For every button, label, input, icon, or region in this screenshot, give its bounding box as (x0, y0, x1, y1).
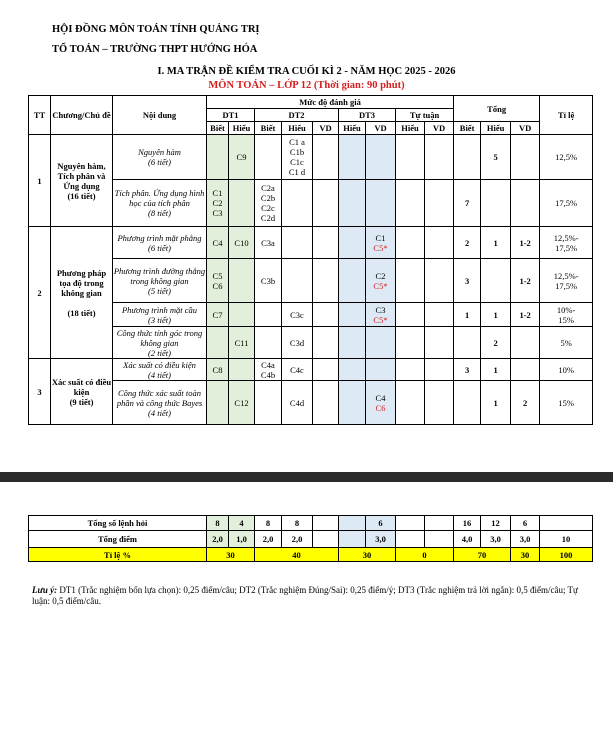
ratio-cell: 5% (540, 327, 593, 359)
summary-cell: 16 (454, 516, 481, 531)
summary-cell: 8 (207, 516, 229, 531)
sub-header: Biết (255, 122, 282, 135)
ratio-cell: 15% (540, 381, 593, 425)
cell-value: 7 (454, 180, 481, 227)
chapter-number: 1 (29, 135, 51, 227)
cell-value: 2 (511, 381, 540, 425)
chapter-number: 2 (29, 227, 51, 359)
summary-cell (396, 516, 425, 531)
summary-cell (396, 531, 425, 548)
cell-value: C3c (282, 303, 313, 327)
cell-value: 1 (481, 381, 511, 425)
sub-header: VD (425, 122, 454, 135)
cell-value: 1-2 (511, 259, 540, 303)
summary-cell: 0 (396, 548, 454, 562)
content-cell: Nguyên hàm (6 tiết) (113, 135, 207, 180)
cell-value: 5 (481, 135, 511, 180)
summary-cell: 4,0 (454, 531, 481, 548)
summary-label: Tỉ lệ % (29, 548, 207, 562)
table-row (29, 359, 593, 381)
cell-value: 1 (481, 359, 511, 381)
page-separator (0, 472, 613, 482)
summary-cell (313, 516, 339, 531)
note (32, 585, 592, 607)
cell-value: C3d (282, 327, 313, 359)
chapter-name: Xác suất có điều kiện (9 tiết) (51, 359, 113, 425)
col-total: Tổng (454, 96, 540, 122)
table-row (29, 381, 593, 425)
school-group: TỔ TOÁN – TRƯỜNG THPT HƯỚNG HÓA (52, 44, 258, 55)
cell-value: C11 (229, 327, 255, 359)
summary-cell: 70 (454, 548, 511, 562)
ratio-cell: 12,5% (540, 135, 593, 180)
cell-value: C9 (229, 135, 255, 180)
summary-cell: 2,0 (282, 531, 313, 548)
table-row (29, 303, 593, 327)
ratio-cell: 12,5%- 17,5% (540, 259, 593, 303)
content-cell: Tích phân. Ứng dụng hình học của tích phân (8 tiết) (113, 180, 207, 227)
note-text: DT1 (Trắc nghiệm bốn lựa chọn): 0,25 điểm/câu; DT2 (Trắc nghiệm Đúng/Sai): 0,25 điểm/ý; DT3 (Trắc nghiệm trả lời ngắn): 0,5 điểm/câu; Tự luận: 0,5 điểm/câu. (32, 585, 578, 606)
col-tt: TT (29, 96, 51, 135)
summary-cell: 4 (229, 516, 255, 531)
summary-label: Tổng số lệnh hỏi (29, 516, 207, 531)
col-dt2: DT2 (255, 109, 339, 122)
summary-cell: 12 (481, 516, 511, 531)
summary-cell (425, 531, 454, 548)
summary-cell: 3,0 (481, 531, 511, 548)
summary-cell: 30 (339, 548, 396, 562)
summary-cell (339, 531, 366, 548)
sub-header: Hiểu (396, 122, 425, 135)
summary-cell: 100 (540, 548, 593, 562)
summary-cell (540, 516, 593, 531)
sub-header: Hiểu (282, 122, 313, 135)
sub-header: Biết (454, 122, 481, 135)
sub-header: VD (366, 122, 396, 135)
table-row (29, 135, 593, 180)
summary-cell: 8 (282, 516, 313, 531)
summary-cell: 8 (255, 516, 282, 531)
council-name: HỘI ĐỒNG MÔN TOÁN TỈNH QUẢNG TRỊ (52, 24, 260, 35)
ratio-row (29, 548, 593, 562)
chapter-name: Phương pháp tọa độ trong không gian (18 tiết) (51, 227, 113, 359)
sub-header: Hiểu (339, 122, 366, 135)
cell-value: C3a (255, 227, 282, 259)
cell-value: C4a C4b (255, 359, 282, 381)
cell-value: C1 C5* (366, 227, 396, 259)
summary-cell (339, 516, 366, 531)
score-row (29, 531, 593, 548)
cell-value: C1 C2 C3 (207, 180, 229, 227)
summary-cell: 10 (540, 531, 593, 548)
sub-header: VD (511, 122, 540, 135)
cell-value: 1 (454, 303, 481, 327)
cell-value: C10 (229, 227, 255, 259)
cell-value: 3 (454, 359, 481, 381)
content-cell: Công thức tính góc trong không gian (2 tiết) (113, 327, 207, 359)
chapter-number: 3 (29, 359, 51, 425)
summary-cell: 6 (511, 516, 540, 531)
sub-header: VD (313, 122, 339, 135)
col-essay: Tự tuận (396, 109, 454, 122)
sub-header: Hiểu (481, 122, 511, 135)
col-dt3: DT3 (339, 109, 396, 122)
matrix-table (28, 95, 593, 425)
summary-cell (425, 516, 454, 531)
cell-value: C4d (282, 381, 313, 425)
cell-value: C2a C2b C2c C2d (255, 180, 282, 227)
count-row (29, 516, 593, 531)
table-row (29, 327, 593, 359)
summary-label: Tổng điểm (29, 531, 207, 548)
content-cell: Xác suất có điều kiện (4 tiết) (113, 359, 207, 381)
col-dt1: DT1 (207, 109, 255, 122)
ratio-cell: 12,5%- 17,5% (540, 227, 593, 259)
cell-value: C3b (255, 259, 282, 303)
table-row (29, 227, 593, 259)
ratio-cell: 10% (540, 359, 593, 381)
cell-value: C1 a C1b C1c C1 d (282, 135, 313, 180)
col-level: Mức độ đánh giá (207, 96, 454, 109)
summary-cell (313, 531, 339, 548)
cell-value: 1-2 (511, 303, 540, 327)
cell-value: C3 C5* (366, 303, 396, 327)
col-content: Nội dung (113, 96, 207, 135)
cell-value: C2 C5* (366, 259, 396, 303)
cell-value: C12 (229, 381, 255, 425)
summary-cell: 1,0 (229, 531, 255, 548)
cell-value: 3 (454, 259, 481, 303)
cell-value: 1-2 (511, 227, 540, 259)
cell-value: C4 (207, 227, 229, 259)
ratio-cell: 17,5% (540, 180, 593, 227)
cell-value: C4 C6 (366, 381, 396, 425)
sub-header: Biết (207, 122, 229, 135)
chapter-name: Nguyên hàm, Tích phân và Ứng dụng (16 tiết) (51, 135, 113, 227)
sub-header: Hiểu (229, 122, 255, 135)
summary-cell: 2,0 (207, 531, 229, 548)
note-label: Lưu ý: (32, 585, 58, 595)
cell-value: C4c (282, 359, 313, 381)
ratio-cell: 10%- 15% (540, 303, 593, 327)
table-row (29, 180, 593, 227)
summary-cell: 2,0 (255, 531, 282, 548)
content-cell: Phương trình mặt phẳng (6 tiết) (113, 227, 207, 259)
col-ratio: Tỉ lệ (540, 96, 593, 135)
content-cell: Phương trình mặt cầu (3 tiết) (113, 303, 207, 327)
summary-table (28, 515, 593, 562)
cell-value: C5 C6 (207, 259, 229, 303)
cell-value: 2 (481, 327, 511, 359)
summary-cell: 3,0 (366, 531, 396, 548)
cell-value: 2 (454, 227, 481, 259)
summary-cell: 3,0 (511, 531, 540, 548)
cell-value: C7 (207, 303, 229, 327)
content-cell: Phương trình đường thẳng trong không gian (5 tiết) (113, 259, 207, 303)
content-cell: Công thức xác suất toàn phần và công thức Bayes (4 tiết) (113, 381, 207, 425)
summary-cell: 6 (366, 516, 396, 531)
cell-value: 1 (481, 303, 511, 327)
col-chapter: Chương/Chủ đề (51, 96, 113, 135)
subject-title: MÔN TOÁN – LỚP 12 (Thời gian: 90 phút) (208, 80, 405, 91)
summary-cell: 30 (207, 548, 255, 562)
summary-cell: 40 (255, 548, 339, 562)
cell-value: 1 (481, 227, 511, 259)
table-row (29, 259, 593, 303)
summary-cell: 30 (511, 548, 540, 562)
cell-value: C8 (207, 359, 229, 381)
page-title: I. MA TRẬN ĐỀ KIỂM TRA CUỐI KÌ 2 - NĂM HỌC 2025 - 2026 (157, 66, 456, 77)
